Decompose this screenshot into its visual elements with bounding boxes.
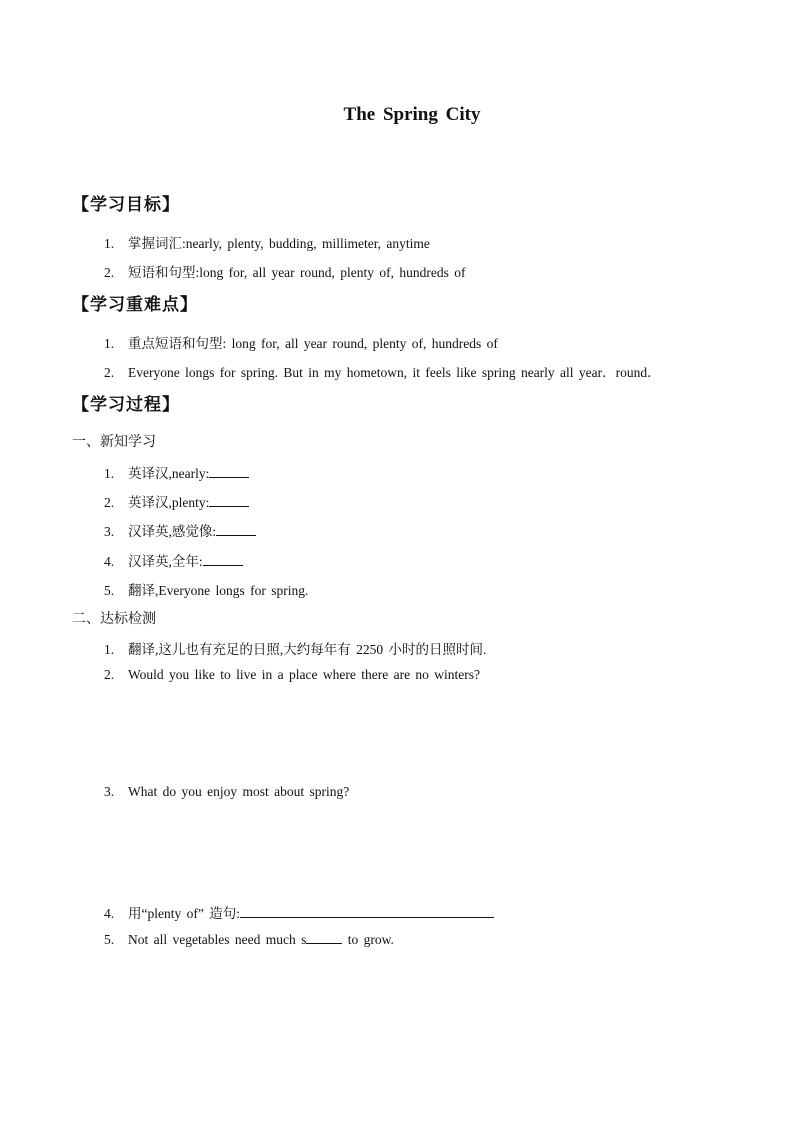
goal-item-2 [104, 261, 466, 281]
key-points-heading: 【学习重难点】 [72, 295, 198, 315]
item-text: 用“plenty of” 造句: [128, 906, 240, 921]
item-number: 3. [104, 524, 115, 539]
item-text: 重点短语和句型: long for, all year round, plenty of, hundreds of [128, 336, 498, 351]
item-number: 4. [104, 906, 115, 921]
answer-blank[interactable] [203, 553, 243, 566]
assessment-item-3 [104, 784, 349, 800]
item-text: Everyone longs for spring. But in my hometown, it feels like spring nearly all year．round． [128, 365, 661, 380]
item-number: 5. [104, 583, 115, 598]
item-number: 2. [104, 667, 115, 682]
item-number: 1. [104, 466, 115, 481]
assessment-heading: 二、达标检测 [72, 611, 156, 627]
item-number: 1. [104, 642, 115, 657]
item-text: 汉译英,全年: [128, 554, 203, 569]
answer-blank[interactable] [306, 931, 342, 944]
item-text: 英译汉,nearly: [128, 466, 210, 481]
item-text: 短语和句型:long for, all year round, plenty of, hundreds of [128, 265, 466, 280]
page-title: The Spring City [343, 104, 481, 125]
new-knowledge-item-3 [104, 520, 256, 540]
answer-blank[interactable] [209, 494, 249, 507]
item-text: 英译汉,plenty: [128, 495, 210, 510]
new-knowledge-item-2 [104, 491, 249, 511]
new-knowledge-item-1 [104, 462, 249, 482]
item-text: Would you like to live in a place where there are no winters? [128, 667, 481, 682]
item-text: 掌握词汇:nearly, plenty, budding, millimeter, anytime [128, 236, 430, 251]
answer-blank[interactable] [216, 523, 256, 536]
item-number: 2. [104, 495, 115, 510]
key-point-item-2 [104, 361, 661, 381]
key-point-item-1 [104, 332, 498, 352]
goals-heading: 【学习目标】 [72, 195, 180, 215]
goal-item-1 [104, 232, 430, 252]
item-number: 3. [104, 784, 115, 799]
item-text: 翻译,这儿也有充足的日照,大约每年有 2250 小时的日照时间. [128, 642, 487, 657]
item-number: 1. [104, 336, 115, 351]
item-number: 2. [104, 265, 115, 280]
item-number: 1. [104, 236, 115, 251]
assessment-item-1 [104, 638, 486, 658]
item-text-after: to grow. [342, 932, 394, 947]
process-heading: 【学习过程】 [72, 395, 180, 415]
new-knowledge-item-4 [104, 550, 243, 570]
answer-blank[interactable] [209, 465, 249, 478]
item-number: 2. [104, 365, 115, 380]
assessment-item-4 [104, 902, 494, 922]
answer-blank[interactable] [240, 905, 494, 918]
item-text-before: Not all vegetables need much s [128, 932, 307, 947]
assessment-item-5 [104, 931, 394, 948]
item-text: 汉译英,感觉像: [128, 524, 217, 539]
new-knowledge-item-5 [104, 579, 308, 599]
item-number: 4. [104, 554, 115, 569]
item-number: 5. [104, 932, 115, 947]
assessment-item-2 [104, 667, 480, 683]
item-text: 翻译,Everyone longs for spring. [128, 583, 309, 598]
new-knowledge-heading: 一、新知学习 [72, 434, 156, 450]
item-text: What do you enjoy most about spring? [128, 784, 350, 799]
